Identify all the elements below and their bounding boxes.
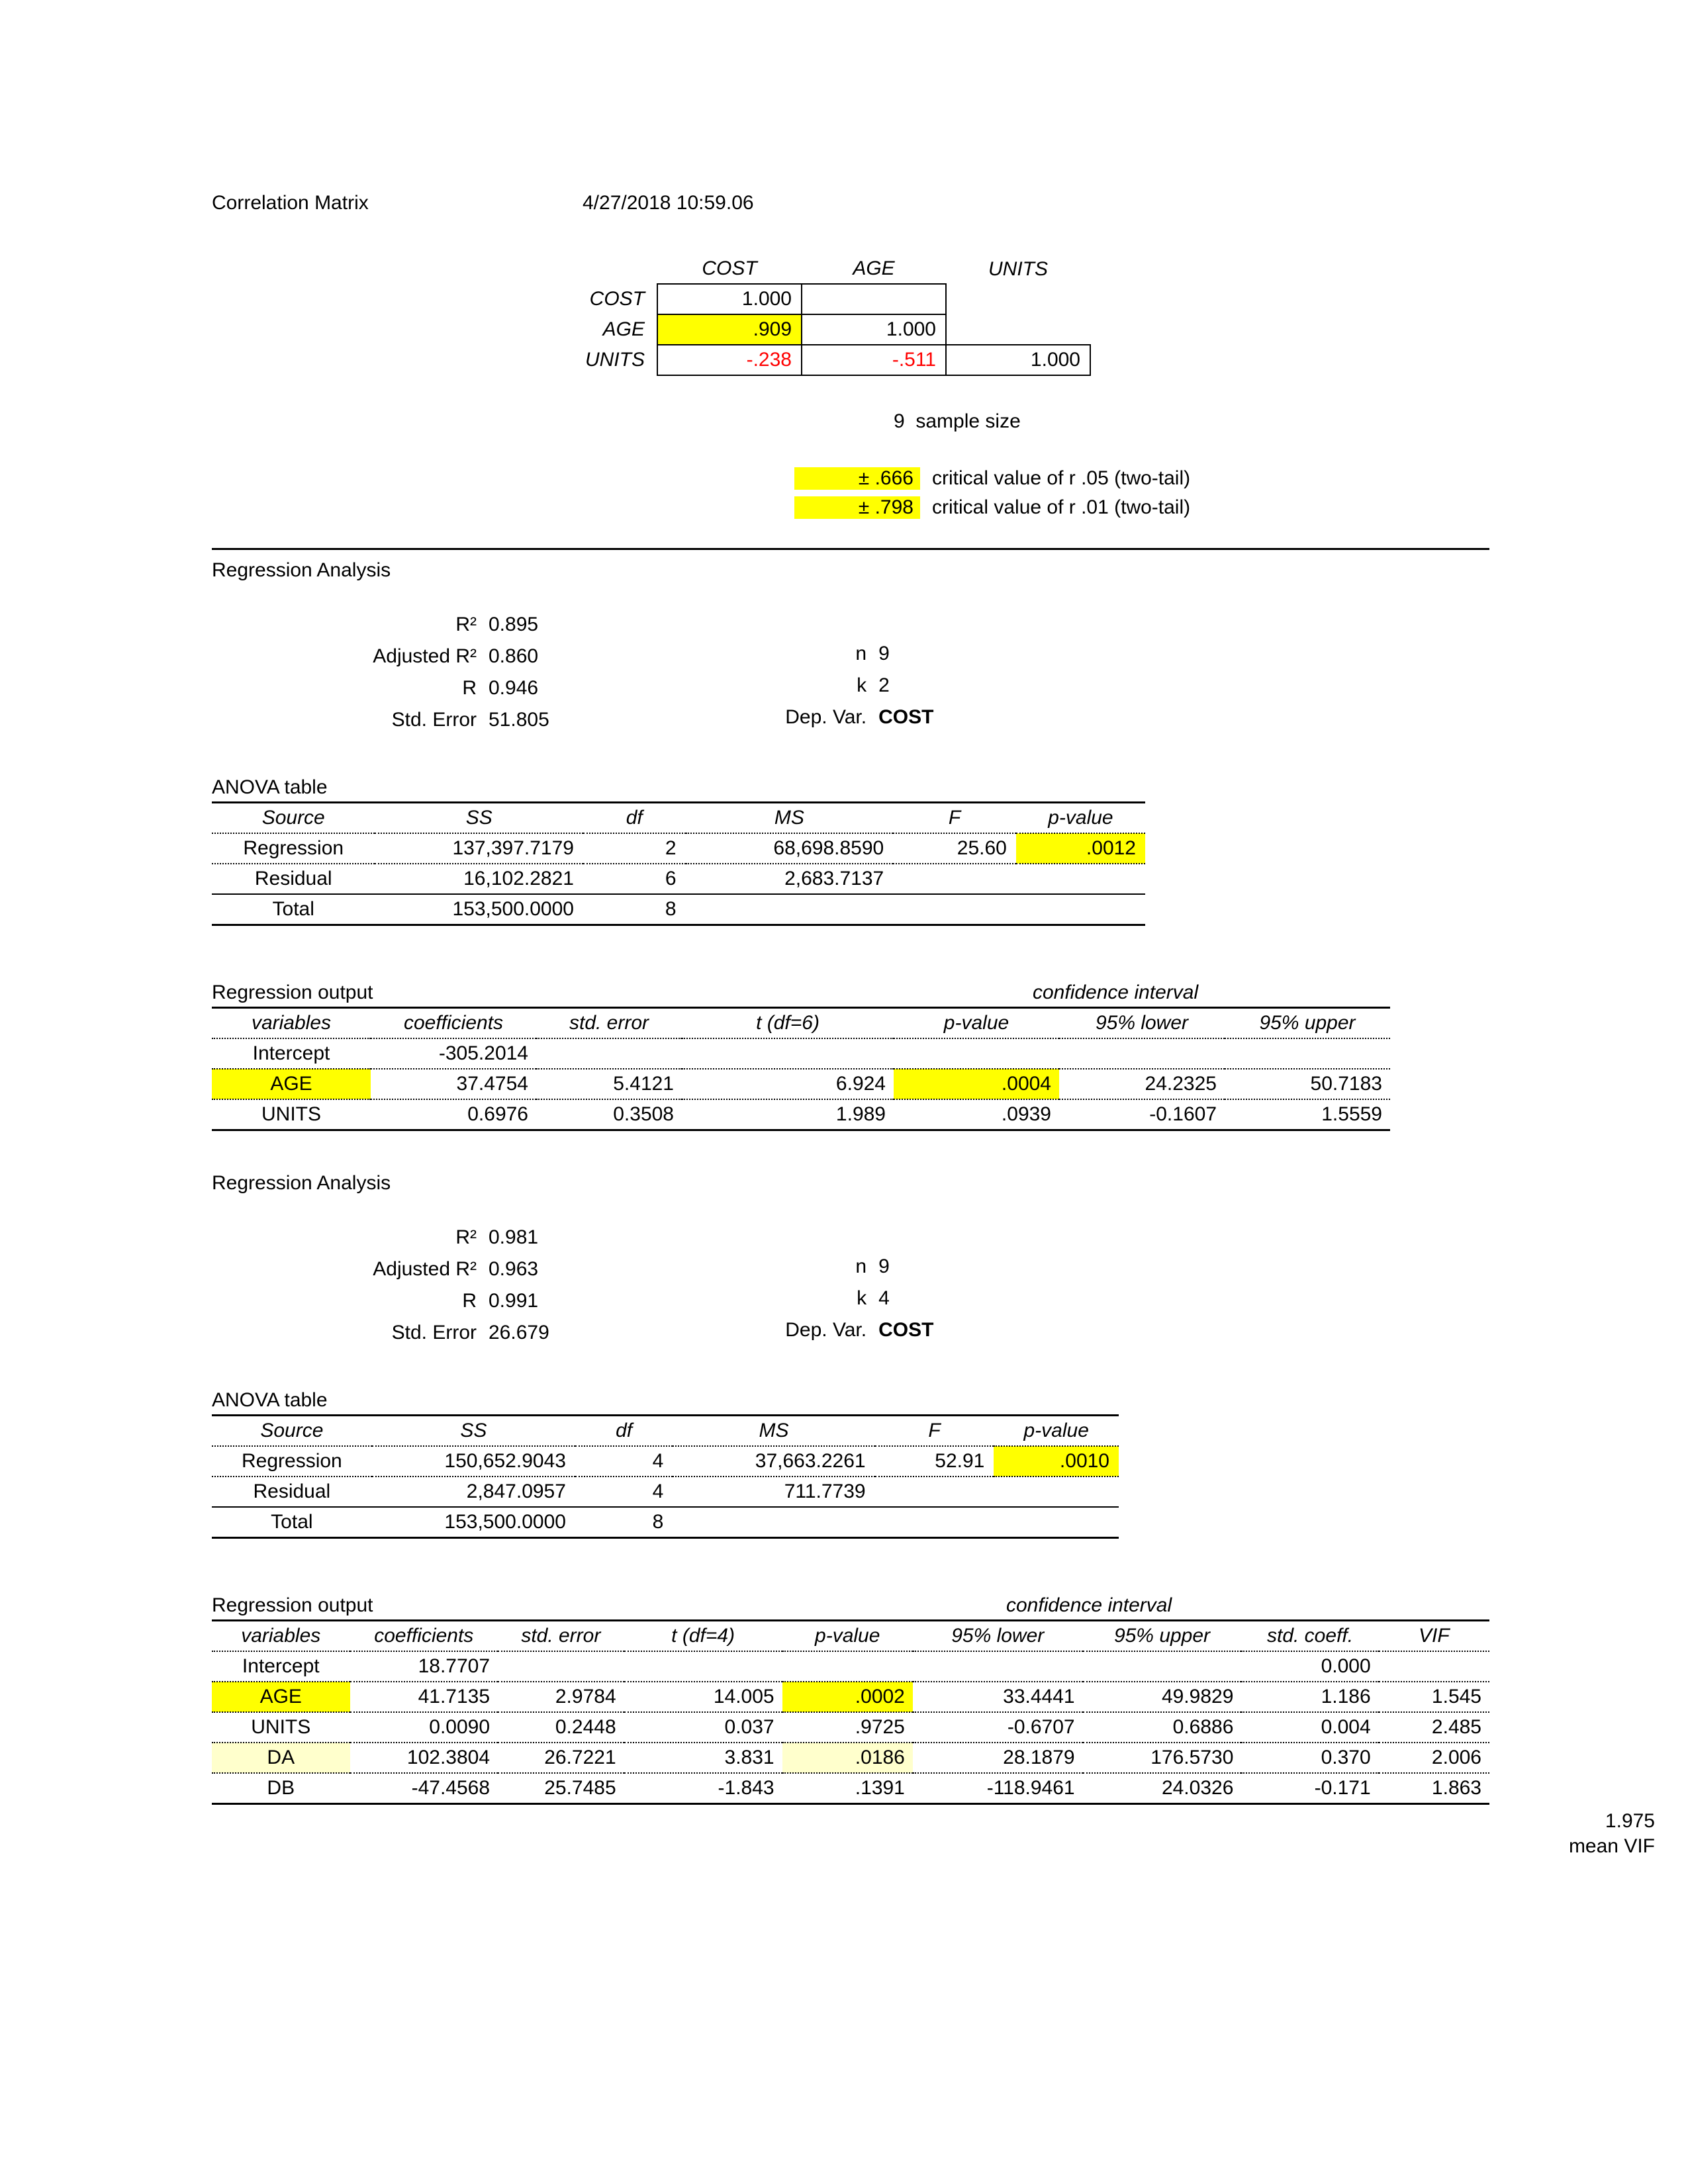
table-row xyxy=(212,1069,1390,1099)
stat-value-r: 0.991 xyxy=(489,1290,539,1312)
ro-coef: -305.2014 xyxy=(371,1038,536,1069)
table-row xyxy=(212,1773,1489,1804)
table-header-row xyxy=(212,803,1145,834)
anova-f xyxy=(875,1477,994,1507)
ro2-lower: 28.1879 xyxy=(913,1743,1083,1773)
stat-value-std-error: 51.805 xyxy=(489,709,549,731)
table-row xyxy=(212,1099,1390,1130)
ro2-header-variables: variables xyxy=(212,1621,350,1652)
stat-label-r: R xyxy=(462,677,477,699)
anova-p xyxy=(994,1477,1119,1507)
ro2-upper: 24.0326 xyxy=(1083,1773,1242,1804)
ro2-t xyxy=(624,1651,782,1682)
regression2-title: Regression Analysis xyxy=(212,1172,391,1194)
anova-ms xyxy=(673,1507,874,1538)
ro-upper: 1.5559 xyxy=(1225,1099,1390,1130)
ro2-vif: 2.006 xyxy=(1379,1743,1489,1773)
critical-value-05: ± .666 xyxy=(794,467,920,490)
stat-line xyxy=(212,645,649,668)
column-header-age: AGE xyxy=(853,257,895,279)
table-row xyxy=(212,833,1145,864)
ro-coef: 37.4754 xyxy=(371,1069,536,1099)
ro2-lower: 33.4441 xyxy=(913,1682,1083,1712)
ro2-header-p: p-value xyxy=(782,1621,913,1652)
stat-label-r2: R² xyxy=(455,1226,477,1248)
ro2-header-std-error: std. error xyxy=(498,1621,624,1652)
ro2-std: 1.186 xyxy=(1241,1682,1378,1712)
stat-value-r2: 0.895 xyxy=(489,614,539,635)
corr-units-units: 1.000 xyxy=(946,345,1090,375)
stat-value-k: 4 xyxy=(878,1287,890,1309)
anova-df: 8 xyxy=(583,894,686,925)
stat-label-r: R xyxy=(462,1290,477,1312)
ro2-header-upper: 95% upper xyxy=(1083,1621,1242,1652)
ro2-lower xyxy=(913,1651,1083,1682)
correlation-title: Correlation Matrix xyxy=(212,192,369,214)
regression1-stats-right xyxy=(649,614,1019,741)
stat-line xyxy=(649,1255,1019,1278)
regression2-stats-left xyxy=(212,1226,649,1353)
correlation-matrix-table xyxy=(523,254,1091,376)
anova-header-df: df xyxy=(583,803,686,834)
anova-header-source: Source xyxy=(212,803,375,834)
ro2-coef: 0.0090 xyxy=(350,1712,498,1743)
corr-cost-cost: 1.000 xyxy=(657,284,802,314)
ro-variable: AGE xyxy=(212,1069,371,1099)
ro2-p: .0002 xyxy=(782,1682,913,1712)
anova-ss: 153,500.0000 xyxy=(375,894,583,925)
ro2-std: 0.000 xyxy=(1241,1651,1378,1682)
ro2-coef: -47.4568 xyxy=(350,1773,498,1804)
table-header-row xyxy=(212,1416,1119,1447)
ro-coef: 0.6976 xyxy=(371,1099,536,1130)
ro2-se: 26.7221 xyxy=(498,1743,624,1773)
stat-line xyxy=(649,706,1019,729)
ro-header-t: t (df=6) xyxy=(682,1008,894,1039)
ro-lower: 24.2325 xyxy=(1059,1069,1225,1099)
anova-p xyxy=(1016,864,1145,894)
regression2-stats-right xyxy=(649,1226,1019,1353)
ro2-variable: AGE xyxy=(212,1682,350,1712)
anova-df: 8 xyxy=(575,1507,673,1538)
anova-ms: 68,698.8590 xyxy=(686,833,894,864)
ro2-coef: 18.7707 xyxy=(350,1651,498,1682)
ro-se: 5.4121 xyxy=(536,1069,682,1099)
table-row xyxy=(212,1477,1119,1507)
anova-df: 4 xyxy=(575,1446,673,1477)
corr-units-cost: -.238 xyxy=(657,345,802,375)
ro2-vif: 1.545 xyxy=(1379,1682,1489,1712)
regression1-ci-label: confidence interval xyxy=(1033,981,1199,1003)
ro2-lower: -0.6707 xyxy=(913,1712,1083,1743)
stat-line xyxy=(649,1319,1019,1342)
stat-label-dep-var: Dep. Var. xyxy=(785,706,867,728)
stat-line xyxy=(649,674,1019,697)
ro2-std: 0.004 xyxy=(1241,1712,1378,1743)
anova-p xyxy=(994,1507,1119,1538)
ro-header-std-error: std. error xyxy=(536,1008,682,1039)
regression1-anova-table xyxy=(212,801,1145,926)
corr-age-age: 1.000 xyxy=(802,314,946,345)
table-row xyxy=(212,864,1145,894)
table-row xyxy=(212,1446,1119,1477)
correlation-header xyxy=(212,192,1489,214)
regression2-anova-label: ANOVA table xyxy=(212,1389,328,1411)
stat-line xyxy=(649,643,1019,665)
ro-t xyxy=(682,1038,894,1069)
ro-header-p: p-value xyxy=(894,1008,1059,1039)
anova-header-df: df xyxy=(575,1416,673,1447)
anova-header-ms: MS xyxy=(686,803,894,834)
anova-header-p: p-value xyxy=(1016,803,1145,834)
regression1-stats-left xyxy=(212,614,649,741)
ro2-lower: -118.9461 xyxy=(913,1773,1083,1804)
stat-line xyxy=(212,1258,649,1281)
corr-cost-units xyxy=(946,284,1090,314)
stat-line xyxy=(212,614,649,636)
table-row xyxy=(523,314,1090,345)
ro2-upper: 176.5730 xyxy=(1083,1743,1242,1773)
anova-header-f: F xyxy=(893,803,1016,834)
stat-label-adj-r2: Adjusted R² xyxy=(373,1258,477,1280)
table-row xyxy=(212,1743,1489,1773)
anova-f: 52.91 xyxy=(875,1446,994,1477)
anova-f xyxy=(893,894,1016,925)
anova-header-ss: SS xyxy=(372,1416,575,1447)
table-row xyxy=(212,1507,1119,1538)
ro2-variable: DA xyxy=(212,1743,350,1773)
ro2-se: 0.2448 xyxy=(498,1712,624,1743)
regression2-output-label: Regression output xyxy=(212,1594,373,1616)
column-header-units: UNITS xyxy=(988,257,1048,280)
anova-ms xyxy=(686,894,894,925)
stat-label-r2: R² xyxy=(455,614,477,635)
anova-source: Residual xyxy=(212,1477,372,1507)
anova-ss: 16,102.2821 xyxy=(375,864,583,894)
ro2-header-coefficients: coefficients xyxy=(350,1621,498,1652)
ro2-upper: 49.9829 xyxy=(1083,1682,1242,1712)
stat-label-k: k xyxy=(857,674,867,696)
stat-value-adj-r2: 0.963 xyxy=(489,1258,539,1280)
ro2-header-vif: VIF xyxy=(1379,1621,1489,1652)
ro-variable: UNITS xyxy=(212,1099,371,1130)
ro-variable: Intercept xyxy=(212,1038,371,1069)
ro2-se: 25.7485 xyxy=(498,1773,624,1804)
anova-source: Total xyxy=(212,1507,372,1538)
ro2-coef: 102.3804 xyxy=(350,1743,498,1773)
anova-df: 2 xyxy=(583,833,686,864)
anova-source: Total xyxy=(212,894,375,925)
ro-p: .0004 xyxy=(894,1069,1059,1099)
stat-line xyxy=(212,1322,649,1344)
ro-header-upper: 95% upper xyxy=(1225,1008,1390,1039)
ro2-vif: 2.485 xyxy=(1379,1712,1489,1743)
ro2-p xyxy=(782,1651,913,1682)
corr-age-cost: .909 xyxy=(657,314,802,345)
corr-age-units xyxy=(946,314,1090,345)
anova-header-p: p-value xyxy=(994,1416,1119,1447)
anova-p: .0010 xyxy=(994,1446,1119,1477)
stat-value-r: 0.946 xyxy=(489,677,539,699)
stat-label-n: n xyxy=(855,643,867,664)
ro2-vif: 1.863 xyxy=(1379,1773,1489,1804)
corner-cell xyxy=(523,254,657,284)
regression2-ci-label: confidence interval xyxy=(1006,1594,1172,1616)
regression1-output-table xyxy=(212,1007,1390,1131)
ro-header-coefficients: coefficients xyxy=(371,1008,536,1039)
anova-ms: 2,683.7137 xyxy=(686,864,894,894)
ro2-t: 3.831 xyxy=(624,1743,782,1773)
stat-value-r2: 0.981 xyxy=(489,1226,539,1248)
anova-header-source: Source xyxy=(212,1416,372,1447)
ro2-se: 2.9784 xyxy=(498,1682,624,1712)
ro2-header-std-coeff: std. coeff. xyxy=(1241,1621,1378,1652)
ro2-vif xyxy=(1379,1651,1489,1682)
ro2-t: 14.005 xyxy=(624,1682,782,1712)
anova-df: 4 xyxy=(575,1477,673,1507)
anova-df: 6 xyxy=(583,864,686,894)
stat-value-n: 9 xyxy=(878,643,890,664)
row-header-units: UNITS xyxy=(585,349,645,371)
ro2-upper xyxy=(1083,1651,1242,1682)
ro-upper: 50.7183 xyxy=(1225,1069,1390,1099)
ro2-t: -1.843 xyxy=(624,1773,782,1804)
stat-line xyxy=(212,1226,649,1249)
stat-line xyxy=(212,677,649,700)
regression1-stats xyxy=(212,614,1489,741)
stat-label-std-error: Std. Error xyxy=(391,709,477,731)
regression2-stats xyxy=(212,1226,1489,1353)
ro-header-lower: 95% lower xyxy=(1059,1008,1225,1039)
anova-source: Residual xyxy=(212,864,375,894)
stat-value-adj-r2: 0.860 xyxy=(489,645,539,667)
anova-ss: 2,847.0957 xyxy=(372,1477,575,1507)
anova-ss: 153,500.0000 xyxy=(372,1507,575,1538)
ro-upper xyxy=(1225,1038,1390,1069)
stat-line xyxy=(649,1287,1019,1310)
regression1-output-head xyxy=(212,981,1489,1004)
mean-vif-block xyxy=(212,1809,1655,1858)
ro-p: .0939 xyxy=(894,1099,1059,1130)
regression1-anova-label: ANOVA table xyxy=(212,776,328,798)
anova-source: Regression xyxy=(212,1446,372,1477)
critical-value-row xyxy=(794,467,1489,490)
ro2-p: .0186 xyxy=(782,1743,913,1773)
table-row xyxy=(523,284,1090,314)
critical-value-05-label: critical value of r .05 (two-tail) xyxy=(932,467,1191,489)
stat-label-k: k xyxy=(857,1287,867,1309)
regression2-output-head xyxy=(212,1594,1489,1617)
regression1-output-label: Regression output xyxy=(212,981,373,1003)
ro2-coef: 41.7135 xyxy=(350,1682,498,1712)
stat-value-std-error: 26.679 xyxy=(489,1322,549,1343)
stat-value-dep-var: COST xyxy=(878,1319,934,1341)
ro2-std: -0.171 xyxy=(1241,1773,1378,1804)
anova-header-ss: SS xyxy=(375,803,583,834)
anova-p: .0012 xyxy=(1016,833,1145,864)
anova-f: 25.60 xyxy=(893,833,1016,864)
ro2-p: .1391 xyxy=(782,1773,913,1804)
mean-vif-label: mean VIF xyxy=(1568,1835,1655,1857)
stat-value-k: 2 xyxy=(878,674,890,696)
critical-values-block xyxy=(794,467,1489,519)
ro-lower: -0.1607 xyxy=(1059,1099,1225,1130)
regression1-title: Regression Analysis xyxy=(212,559,391,581)
anova-ss: 137,397.7179 xyxy=(375,833,583,864)
anova-ms: 37,663.2261 xyxy=(673,1446,874,1477)
ro2-se xyxy=(498,1651,624,1682)
regression2-output-table xyxy=(212,1619,1489,1805)
table-row xyxy=(212,1712,1489,1743)
ro-se: 0.3508 xyxy=(536,1099,682,1130)
ro-t: 6.924 xyxy=(682,1069,894,1099)
table-row xyxy=(523,345,1090,375)
anova-header-ms: MS xyxy=(673,1416,874,1447)
correlation-matrix-wrap xyxy=(212,254,1489,376)
table-header-row xyxy=(212,1008,1390,1039)
section-divider xyxy=(212,548,1489,550)
sample-size-line xyxy=(894,410,1489,433)
row-header-cost: COST xyxy=(589,288,645,310)
anova-source: Regression xyxy=(212,833,375,864)
critical-value-01: ± .798 xyxy=(794,496,920,519)
table-row xyxy=(212,1038,1390,1069)
stat-value-dep-var: COST xyxy=(878,706,934,728)
ro-t: 1.989 xyxy=(682,1099,894,1130)
ro2-variable: DB xyxy=(212,1773,350,1804)
ro-p xyxy=(894,1038,1059,1069)
anova-f xyxy=(875,1507,994,1538)
ro2-variable: UNITS xyxy=(212,1712,350,1743)
row-header-age: AGE xyxy=(602,318,645,340)
stat-label-std-error: Std. Error xyxy=(391,1322,477,1343)
stat-line xyxy=(212,1290,649,1312)
column-header-cost: COST xyxy=(702,257,757,279)
anova-ss: 150,652.9043 xyxy=(372,1446,575,1477)
sample-size-value: 9 xyxy=(894,410,905,432)
correlation-timestamp: 4/27/2018 10:59.06 xyxy=(583,192,754,214)
anova-header-f: F xyxy=(875,1416,994,1447)
stat-value-n: 9 xyxy=(878,1255,890,1277)
stat-line xyxy=(212,709,649,731)
ro2-header-t: t (df=4) xyxy=(624,1621,782,1652)
anova-ms: 711.7739 xyxy=(673,1477,874,1507)
corr-cost-age xyxy=(802,284,946,314)
corr-units-age: -.511 xyxy=(802,345,946,375)
ro2-variable: Intercept xyxy=(212,1651,350,1682)
stat-label-adj-r2: Adjusted R² xyxy=(373,645,477,667)
ro2-header-lower: 95% lower xyxy=(913,1621,1083,1652)
stat-label-n: n xyxy=(855,1255,867,1277)
mean-vif-value: 1.975 xyxy=(1605,1810,1655,1832)
table-header-row xyxy=(212,1621,1489,1652)
regression2-anova-table xyxy=(212,1414,1119,1539)
anova-p xyxy=(1016,894,1145,925)
table-row xyxy=(212,1682,1489,1712)
stat-label-dep-var: Dep. Var. xyxy=(785,1319,867,1341)
table-row xyxy=(212,1651,1489,1682)
sample-size-label: sample size xyxy=(915,410,1021,432)
critical-value-row xyxy=(794,496,1489,519)
table-header-row xyxy=(523,254,1090,284)
anova-f xyxy=(893,864,1016,894)
ro-header-variables: variables xyxy=(212,1008,371,1039)
ro-se xyxy=(536,1038,682,1069)
ro2-p: .9725 xyxy=(782,1712,913,1743)
critical-value-01-label: critical value of r .01 (two-tail) xyxy=(932,496,1191,518)
ro2-upper: 0.6886 xyxy=(1083,1712,1242,1743)
table-row xyxy=(212,894,1145,925)
ro-lower xyxy=(1059,1038,1225,1069)
ro2-t: 0.037 xyxy=(624,1712,782,1743)
ro2-std: 0.370 xyxy=(1241,1743,1378,1773)
